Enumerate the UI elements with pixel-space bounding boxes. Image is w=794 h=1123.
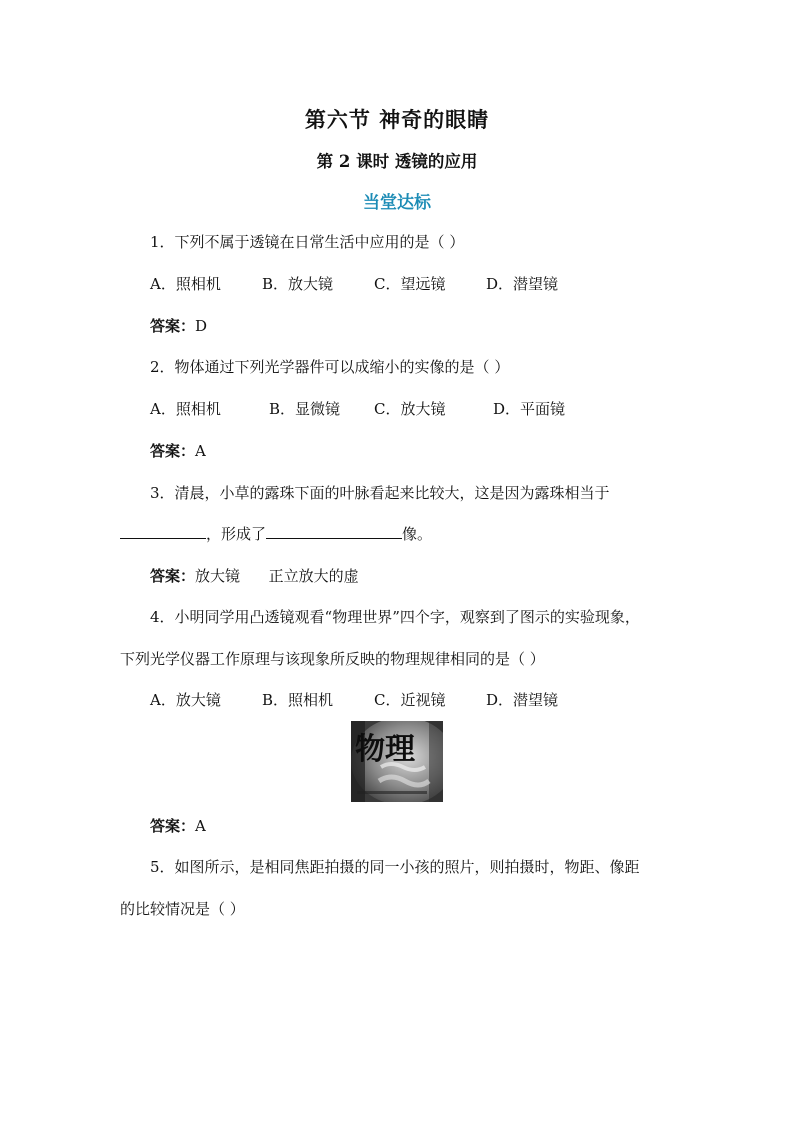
option-b: B．显微镜 — [269, 400, 341, 418]
lesson-subtitle: 第 2 课时 透镜的应用 — [316, 152, 478, 171]
answer-2 — [150, 441, 206, 461]
fill-blank-1[interactable] — [120, 524, 206, 539]
question-2-stem: 2．物体通过下列光学器件可以成缩小的实像的是（ ） — [150, 358, 510, 376]
answer-value: D — [195, 317, 208, 335]
question-4-stem-line-2: 下列光学仪器工作原理与该现象所反映的物理规律相同的是（ ） — [120, 650, 545, 668]
question-5-stem-line-1: 5．如图所示，是相同焦距拍摄的同一小孩的照片，则拍摄时，物距、像距 — [150, 858, 640, 876]
magnified-text: 物理 — [355, 732, 415, 767]
question-3-connector: ，形成了 — [206, 525, 267, 543]
answer-label: 答案： — [150, 817, 196, 835]
question-3-blanks — [120, 524, 432, 544]
answer-value: A — [195, 442, 206, 460]
answer-label: 答案： — [150, 442, 196, 460]
option-a: A．照相机 — [150, 400, 221, 418]
answer-value: 放大镜 正立放大的虚 — [195, 567, 359, 585]
section-heading: 当堂达标 — [363, 193, 431, 213]
question-1-options — [150, 274, 558, 294]
question-5-stem-line-2: 的比较情况是（ ） — [120, 900, 245, 918]
option-d: D．潜望镜 — [486, 691, 559, 709]
answer-1 — [150, 316, 207, 336]
answer-label: 答案： — [150, 317, 196, 335]
option-c: C．放大镜 — [374, 400, 446, 418]
question-3-stem: 3．清晨，小草的露珠下面的叶脉看起来比较大，这是因为露珠相当于 — [150, 484, 610, 502]
fill-blank-2[interactable] — [266, 524, 402, 539]
option-a: A．照相机 — [150, 275, 221, 293]
option-d: D．潜望镜 — [486, 275, 559, 293]
answer-label: 答案： — [150, 567, 196, 585]
question-3-ending: 像。 — [402, 525, 433, 543]
answer-value: A — [195, 817, 206, 835]
option-c: C．近视镜 — [374, 691, 446, 709]
question-4-options — [150, 690, 558, 710]
option-d: D．平面镜 — [493, 400, 566, 418]
option-c: C．望远镜 — [374, 275, 446, 293]
question-2-options — [150, 399, 565, 419]
option-a: A．放大镜 — [150, 691, 221, 709]
option-b: B．照相机 — [262, 691, 334, 709]
page-title: 第六节 神奇的眼睛 — [304, 107, 490, 132]
question-1-stem: 1．下列不属于透镜在日常生活中应用的是（ ） — [150, 233, 465, 251]
question-4-stem-line-1: 4．小明同学用凸透镜观看“物理世界”四个字，观察到了图示的实验现象， — [150, 608, 640, 626]
magnified-text-photo — [351, 721, 443, 802]
option-b: B．放大镜 — [262, 275, 334, 293]
answer-4 — [150, 816, 206, 836]
answer-3 — [150, 566, 359, 586]
